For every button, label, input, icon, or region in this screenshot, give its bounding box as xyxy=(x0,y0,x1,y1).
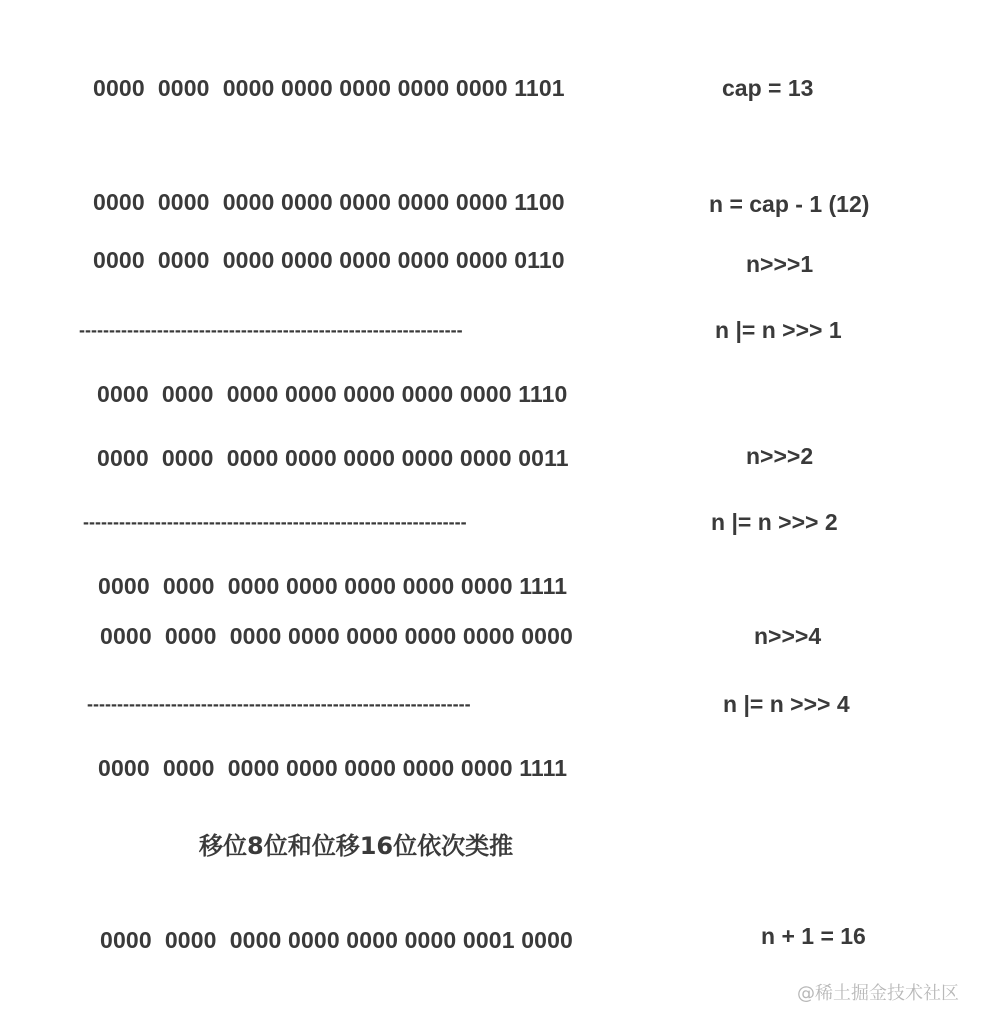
shift4-binary: 0000 0000 0000 0000 0000 0000 0000 0000 xyxy=(100,623,573,649)
n-binary: 0000 0000 0000 0000 0000 0000 0000 1100 xyxy=(93,189,565,215)
separator-line-3: ---------------------------------------------------------------- xyxy=(87,695,471,714)
or4-result-binary: 0000 0000 0000 0000 0000 0000 0000 1111 xyxy=(98,755,568,781)
cap-binary: 0000 0000 0000 0000 0000 0000 0000 1101 xyxy=(93,75,565,101)
shift2-binary: 0000 0000 0000 0000 0000 0000 0000 0011 xyxy=(97,445,569,471)
or1-result-binary: 0000 0000 0000 0000 0000 0000 0000 1110 xyxy=(97,381,568,407)
or2-result-binary: 0000 0000 0000 0000 0000 0000 0000 1111 xyxy=(98,573,568,599)
separator-line-2: ---------------------------------------------------------------- xyxy=(83,513,467,532)
final-label: n + 1 = 16 xyxy=(761,923,866,949)
or2-label: n |= n >>> 2 xyxy=(711,509,838,535)
cap-label: cap = 13 xyxy=(722,75,814,101)
watermark: @稀土掘金技术社区 xyxy=(797,983,959,1004)
separator-line-1: ---------------------------------------------------------------- xyxy=(79,321,463,340)
shift1-label: n>>>1 xyxy=(746,251,814,277)
shift4-label: n>>>4 xyxy=(754,623,822,649)
n-label: n = cap - 1 (12) xyxy=(709,191,870,217)
or4-label: n |= n >>> 4 xyxy=(723,691,850,717)
final-binary: 0000 0000 0000 0000 0000 0000 0001 0000 xyxy=(100,927,573,953)
shift2-label: n>>>2 xyxy=(746,443,814,469)
shift1-binary: 0000 0000 0000 0000 0000 0000 0000 0110 xyxy=(93,247,565,273)
or1-label: n |= n >>> 1 xyxy=(715,317,842,343)
continuation-caption: 移位8位和位移16位依次类推 xyxy=(199,832,514,860)
